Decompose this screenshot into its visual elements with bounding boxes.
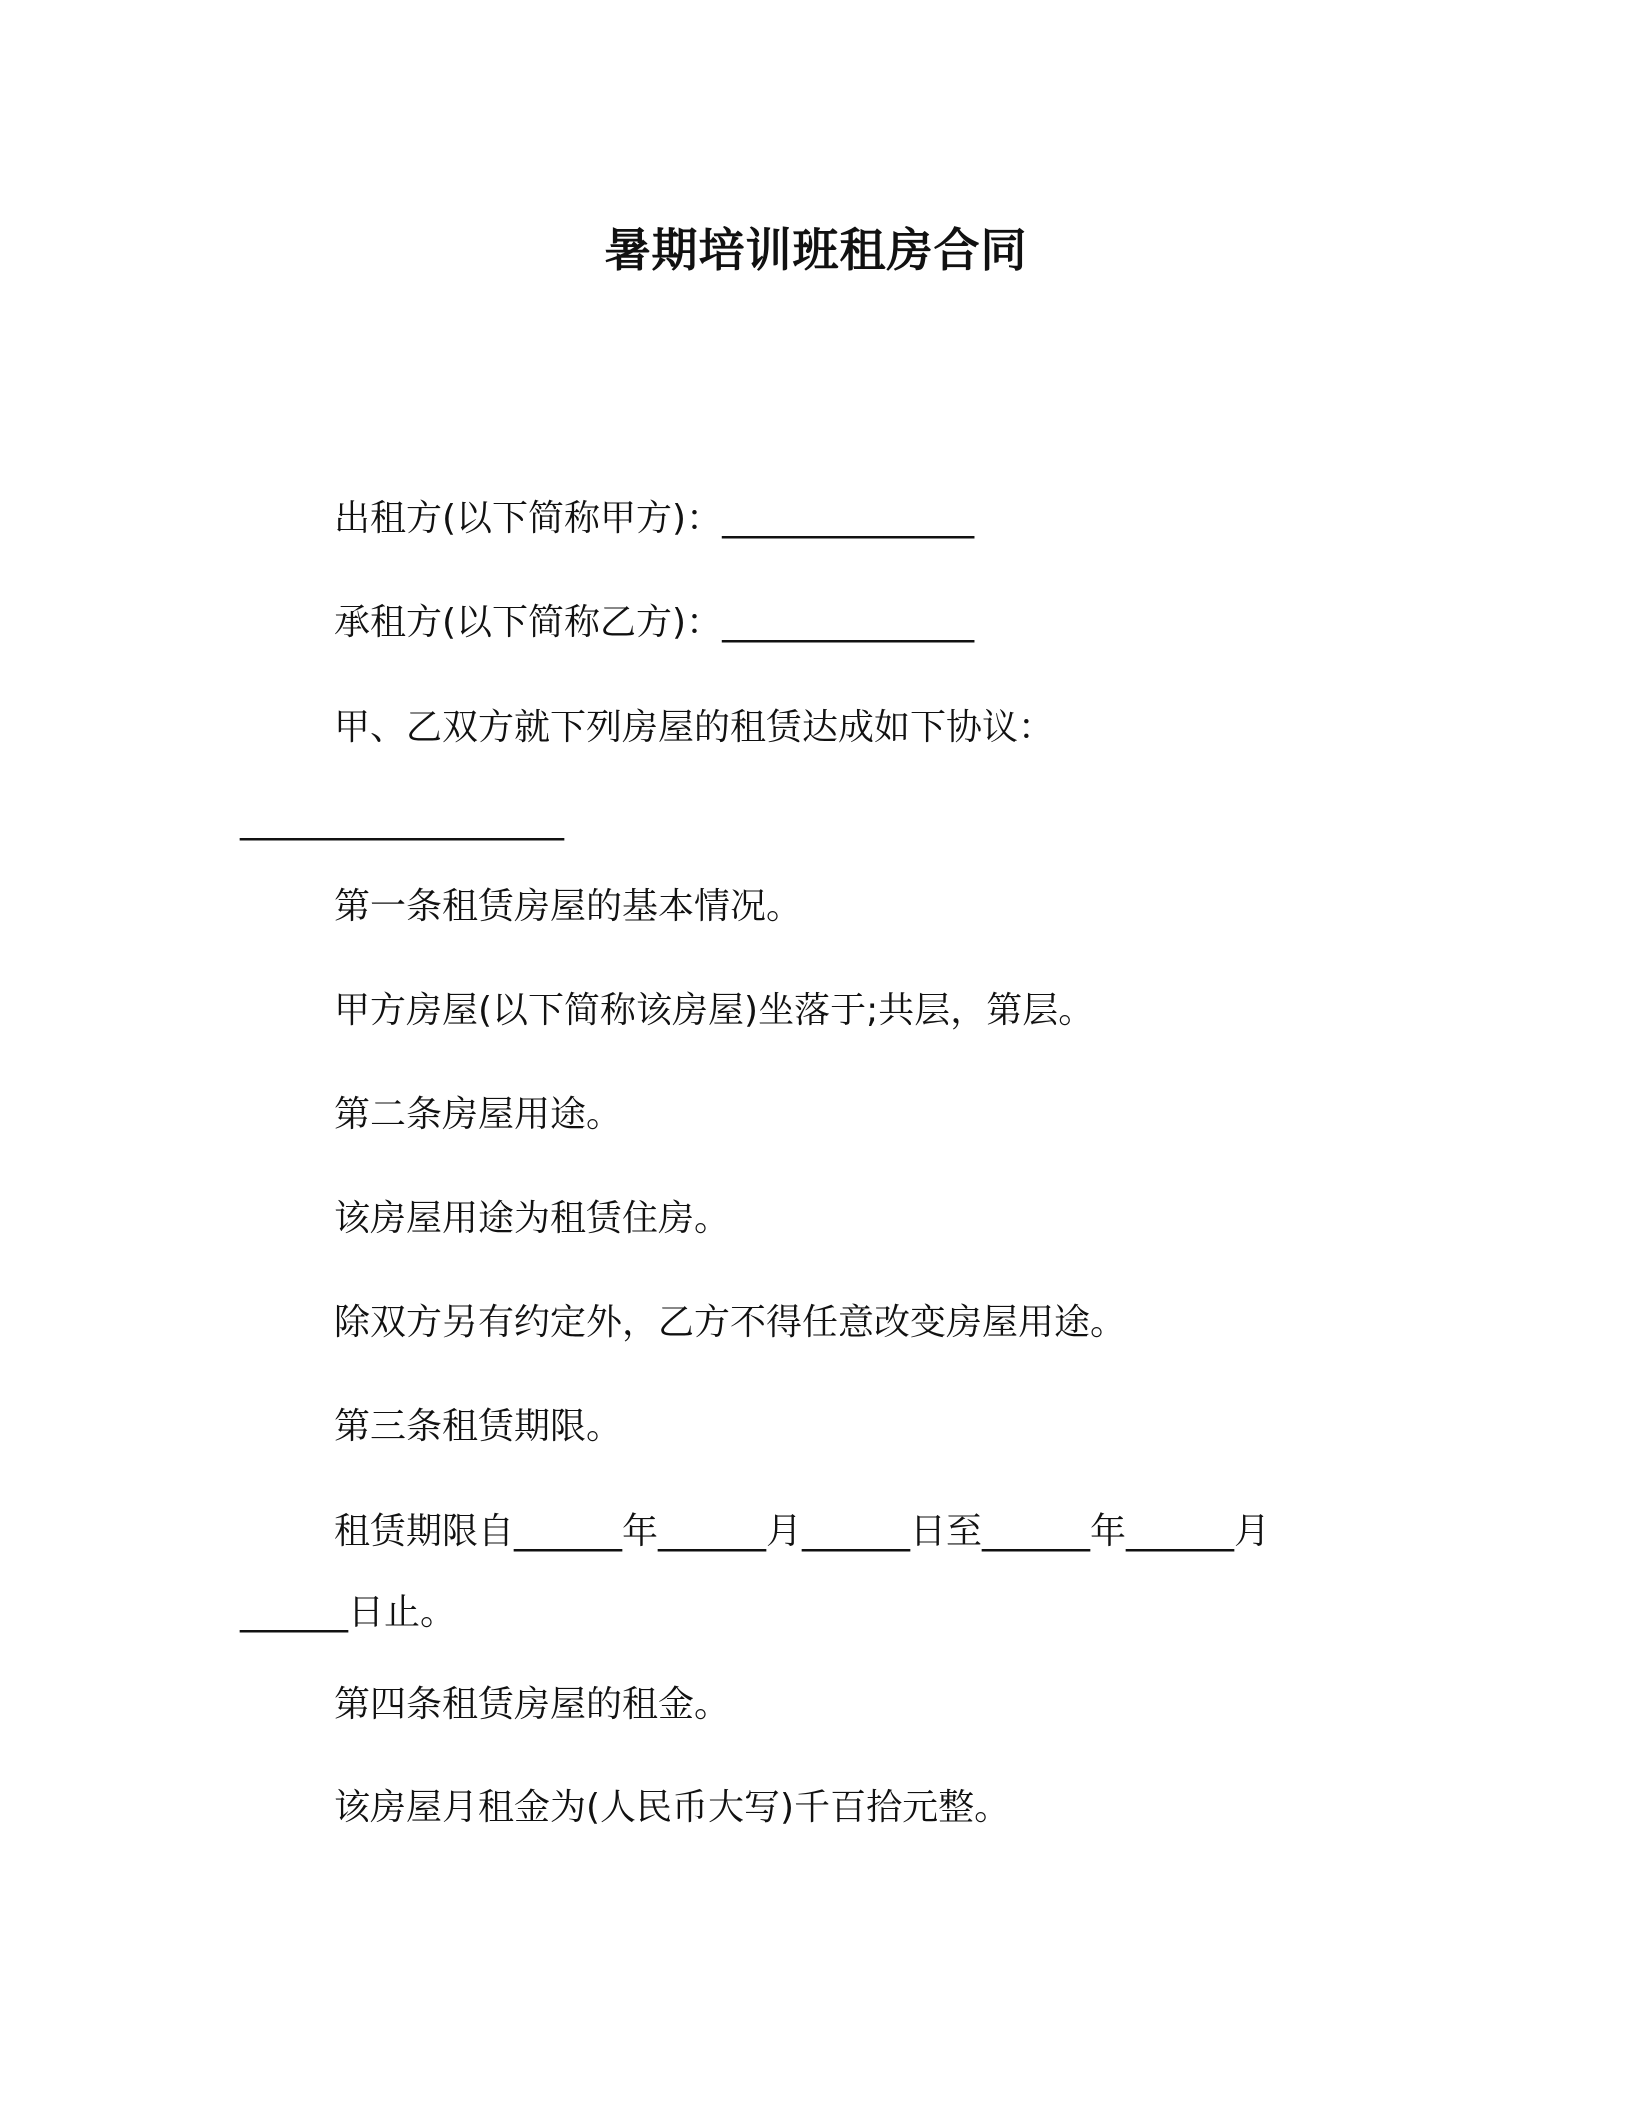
article-2-text-2: 除双方另有约定外，乙方不得任意改变房屋用途。	[334, 1302, 1127, 1343]
blank-line: __________________	[240, 800, 564, 841]
document-title: 暑期培训班租房合同	[604, 223, 1028, 277]
article-1-text: 甲方房屋(以下简称该房屋)坐落于;共层，第层。	[334, 990, 1095, 1031]
article-1-heading: 第一条租赁房屋的基本情况。	[334, 886, 803, 927]
lessor-line: 出租方(以下简称甲方)：______________	[334, 498, 975, 539]
article-4-text: 该房屋月租金为(人民币大写)千百拾元整。	[334, 1787, 1011, 1828]
article-4-heading: 第四条租赁房屋的租金。	[334, 1684, 731, 1725]
article-3-text: 租赁期限自______年______月______日至______年______月	[334, 1511, 1271, 1552]
agreement-intro-line: 甲、乙双方就下列房屋的租赁达成如下协议：	[334, 707, 1055, 748]
lessee-line: 承租方(以下简称乙方)：______________	[334, 602, 975, 643]
article-2-heading: 第二条房屋用途。	[334, 1094, 623, 1135]
article-3-text-cont: ______日止。	[240, 1592, 457, 1633]
article-2-text: 该房屋用途为租赁住房。	[334, 1198, 731, 1239]
article-3-heading: 第三条租赁期限。	[334, 1406, 623, 1447]
